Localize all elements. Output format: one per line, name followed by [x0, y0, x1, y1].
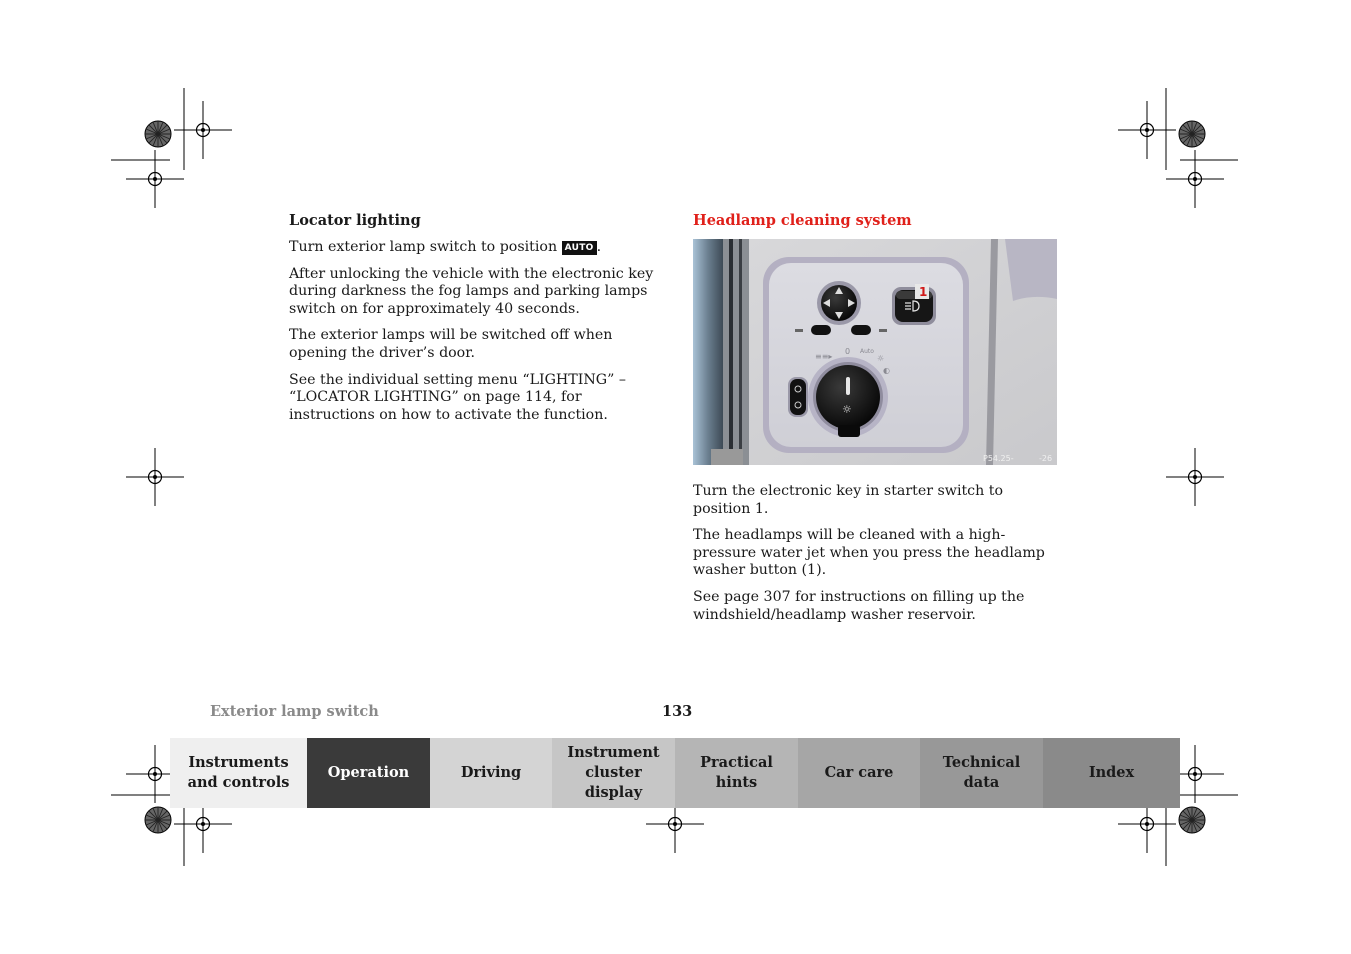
headlamp-cleaning-paragraph-3: See page 307 for instructions on filling up the windshield/headlamp washer reservoir. [693, 588, 1025, 623]
chapter-tabs [170, 738, 1180, 808]
section-footer-title: Exterior lamp switch [210, 703, 379, 720]
tab-index[interactable]: Index [1043, 738, 1180, 808]
tab-practical-hints[interactable]: Practical hints [675, 738, 798, 808]
dial-zero-label: 0 [845, 347, 851, 356]
locator-lighting-paragraph-2: The exterior lamps will be switched off when opening the driver’s door. [289, 327, 613, 361]
tab-driving[interactable]: Driving [430, 738, 552, 808]
switch-panel-photo [693, 239, 1057, 465]
page-number: 133 [662, 703, 693, 720]
step-period: . [596, 239, 602, 255]
dial-auto-label: Auto [860, 348, 874, 355]
locator-lighting-heading: Locator lighting [289, 212, 421, 229]
tab-car-care[interactable]: Car care [798, 738, 920, 808]
svg-text:≡≡▸: ≡≡▸ [815, 352, 833, 361]
step-text: Turn exterior lamp switch to position [289, 239, 558, 255]
image-code-left: P54.25- [983, 454, 1014, 463]
washer-button-callout: 1 [919, 285, 928, 299]
locator-lighting-step [289, 239, 654, 257]
svg-text:☼: ☼ [842, 403, 852, 416]
svg-text:◐: ◐ [883, 366, 890, 375]
headlamp-cleaning-section [693, 212, 1058, 633]
tab-instrument-cluster-display[interactable]: Instrument cluster display [552, 738, 675, 808]
headlamp-cleaning-paragraph-2: The headlamps will be cleaned with a high-pressure water jet when you press the headlamp washer button (1). [693, 527, 1045, 579]
locator-lighting-paragraph-1: After unlocking the vehicle with the electronic key during darkness the fog lamps and parking lamps switch on for approximately 40 seconds. [289, 265, 654, 317]
tab-operation[interactable]: Operation [307, 738, 430, 808]
locator-lighting-paragraph-3: See the individual setting menu “LIGHTING” – “LOCATOR LIGHTING” on page 114, for instructions on how to activate the function. [289, 371, 626, 423]
svg-text:☼: ☼ [877, 354, 885, 363]
tab-technical-data[interactable]: Technical data [920, 738, 1043, 808]
tab-instruments-and-controls[interactable]: Instruments and controls [170, 738, 307, 808]
headlamp-cleaning-heading: Headlamp cleaning system [693, 212, 912, 229]
headlamp-cleaning-paragraph-1: Turn the electronic key in starter switch to position 1. [693, 483, 1004, 517]
auto-position-symbol: AUTO [562, 241, 597, 255]
image-code-right: -26 [1039, 454, 1053, 463]
switch-panel-illustration [693, 239, 1057, 465]
locator-lighting-section [289, 212, 654, 433]
